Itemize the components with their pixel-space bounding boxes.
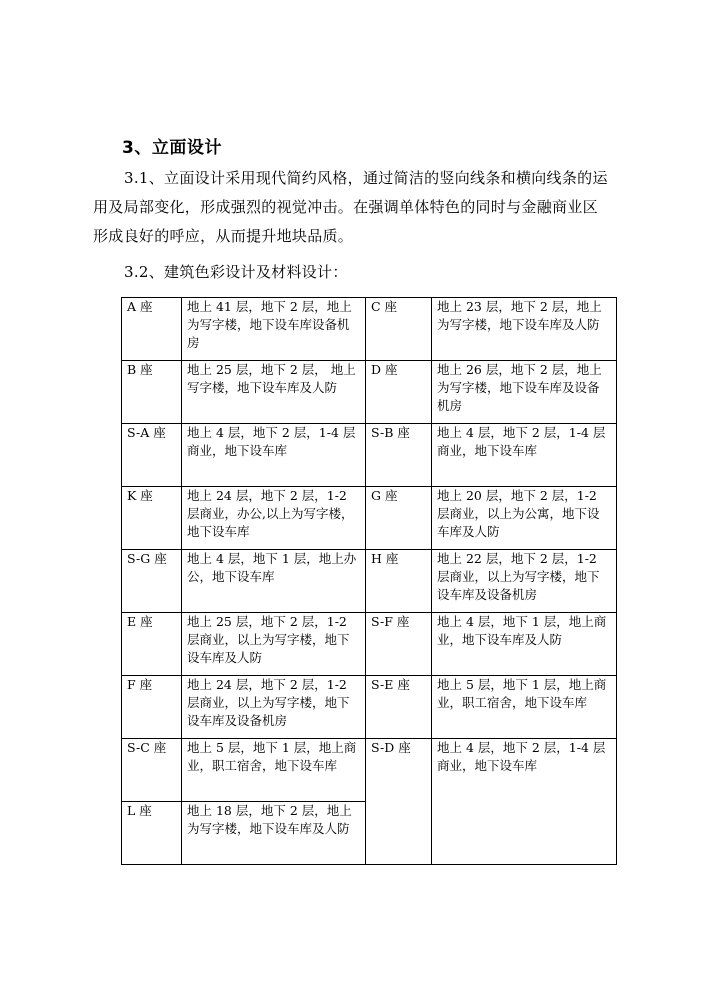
building-name-cell: E 座 bbox=[122, 613, 182, 676]
building-name-cell: S-C 座 bbox=[122, 739, 182, 802]
building-desc-cell: 地上 4 层，地下 2 层，1-4 层商业，地下设车库 bbox=[432, 424, 617, 487]
building-name-cell: B 座 bbox=[122, 361, 182, 424]
building-desc-cell: 地上 24 层，地下 2 层，1-2 层商业，办公,以上为写字楼，地下设车库 bbox=[182, 487, 366, 550]
building-desc-cell: 地上 4 层，地下 2 层，1-4 层商业，地下设车库 bbox=[432, 739, 617, 865]
building-desc-cell: 地上 26 层，地下 2 层，地上为写字楼，地下设车库及设备机房 bbox=[432, 361, 617, 424]
building-desc-cell: 地上 20 层，地下 2 层，1-2 层商业，以上为公寓，地下设车库及人防 bbox=[432, 487, 617, 550]
building-name-cell: D 座 bbox=[366, 361, 432, 424]
subheading: 3.2、建筑色彩设计及材料设计： bbox=[124, 263, 348, 281]
building-name-cell: G 座 bbox=[366, 487, 432, 550]
table-row bbox=[122, 676, 617, 739]
table-row bbox=[122, 739, 617, 802]
building-name-cell: H 座 bbox=[366, 550, 432, 613]
building-desc-cell: 地上 4 层，地下 2 层，1-4 层商业，地下设车库 bbox=[182, 424, 366, 487]
building-name-cell: A 座 bbox=[122, 298, 182, 361]
building-desc-cell: 地上 4 层，地下 1 层，地上商业，地下设车库及人防 bbox=[432, 613, 617, 676]
building-name-cell: F 座 bbox=[122, 676, 182, 739]
table-row bbox=[122, 361, 617, 424]
table-row bbox=[122, 487, 617, 550]
building-name-cell: S-B 座 bbox=[366, 424, 432, 487]
table-row bbox=[122, 298, 617, 361]
building-desc-cell: 地上 22 层，地下 2 层，1-2 层商业，以上为写字楼，地下设车库及设备机房 bbox=[432, 550, 617, 613]
table-row bbox=[122, 424, 617, 487]
building-name-cell: S-F 座 bbox=[366, 613, 432, 676]
building-desc-cell: 地上 23 层，地下 2 层，地上为写字楼，地下设车库及人防 bbox=[432, 298, 617, 361]
building-desc-cell: 地上 25 层，地下 2 层， 地上写字楼，地下设车库及人防 bbox=[182, 361, 366, 424]
building-desc-cell: 地上 25 层，地下 2 层，1-2 层商业，以上为写字楼，地下设车库及人防 bbox=[182, 613, 366, 676]
building-desc-cell: 地上 5 层，地下 1 层，地上商业，职工宿舍，地下设车库 bbox=[182, 739, 366, 802]
building-name-cell: S-E 座 bbox=[366, 676, 432, 739]
building-name-cell: S-A 座 bbox=[122, 424, 182, 487]
table-row bbox=[122, 550, 617, 613]
section-heading: 3、立面设计 bbox=[122, 138, 222, 158]
building-spec-table bbox=[121, 297, 617, 865]
design-paragraph: 3.1、立面设计采用现代简约风格，通过简洁的竖向线条和横向线条的运用及局部变化，形成强烈的视觉冲击。在强调单体特色的同时与金融商业区形成良好的呼应，从而提升地块品质。 bbox=[93, 169, 608, 245]
building-name-cell: C 座 bbox=[366, 298, 432, 361]
table-row bbox=[122, 613, 617, 676]
building-desc-cell: 地上 18 层，地下 2 层，地上为写字楼，地下设车库及人防 bbox=[182, 802, 366, 865]
building-desc-cell: 地上 41 层，地下 2 层，地上为写字楼，地下设车库设备机房 bbox=[182, 298, 366, 361]
building-name-cell: S-D 座 bbox=[366, 739, 432, 865]
building-desc-cell: 地上 24 层，地下 2 层，1-2 层商业，以上为写字楼，地下设车库及设备机房 bbox=[182, 676, 366, 739]
building-name-cell: L 座 bbox=[122, 802, 182, 865]
building-desc-cell: 地上 4 层，地下 1 层，地上办公，地下设车库 bbox=[182, 550, 366, 613]
building-name-cell: S-G 座 bbox=[122, 550, 182, 613]
building-name-cell: K 座 bbox=[122, 487, 182, 550]
building-desc-cell: 地上 5 层，地下 1 层，地上商业，职工宿舍，地下设车库 bbox=[432, 676, 617, 739]
